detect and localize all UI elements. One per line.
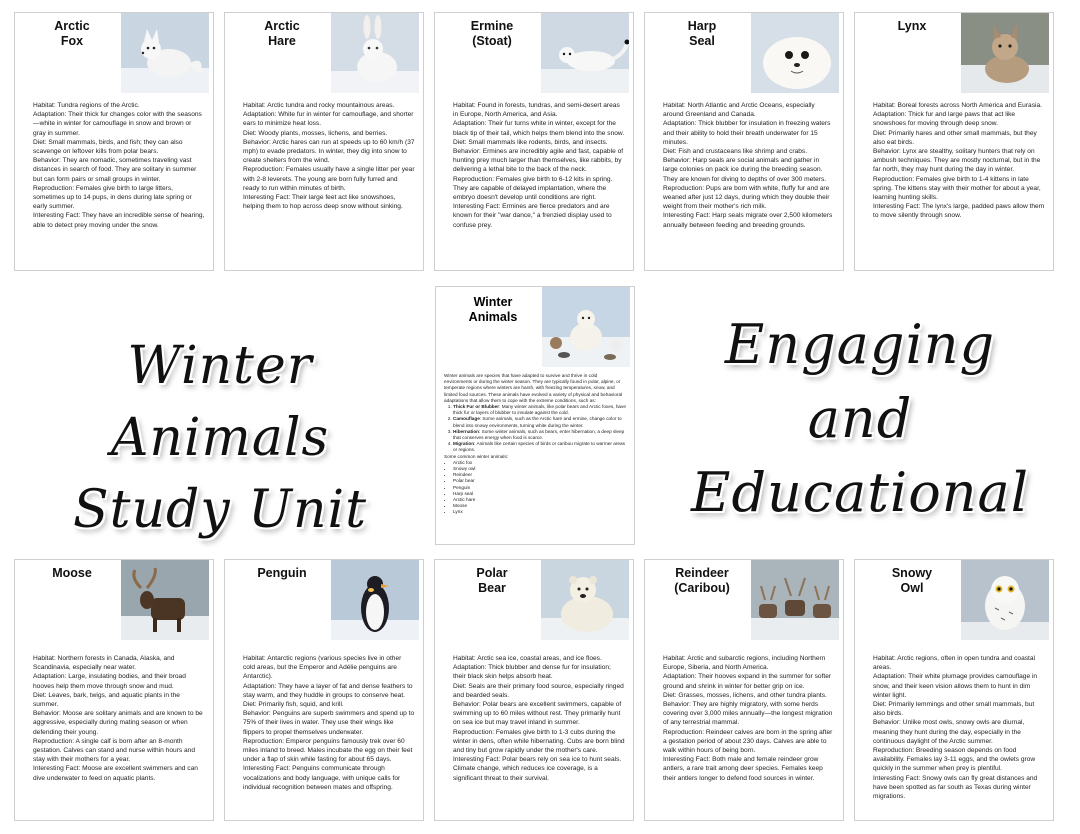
snowy-owl-photo xyxy=(961,560,1049,640)
card-facts: Habitat: Arctic tundra and rocky mountainous areas. Adaptation: White fur in winter for camouflage, and shorter ears to minimize heat loss. Diet: Woody plants, mosses, lichens, and berries. Behavior: Arctic hares can run at speeds up to 60 km/h (37 mph) to evade predators. In winter, they dig into snow to create shelters from the wind. Reproduction: Females usually have a single litter per year with 2-8 leverets. The young are born fully furred and ready to run within minutes of birth. Interesting Fact: Their large feet act like snowshoes, helping them to hop across deep snow without sinking. xyxy=(243,102,415,211)
card-harp-seal xyxy=(644,12,844,271)
common-animals-list xyxy=(444,460,626,516)
card-facts: Habitat: Boreal forests across North America and Eurasia. Adaptation: Thick fur and large paws that act like snowshoes for moving through deep snow. Diet: Primarily hares and other small mammals, but they also eat birds. Behavior: Lynx are stealthy, solitary hunters that rely on ambush techniques. They are mostly nocturnal, but in the far north, they may hunt during the day in winter. Reproduction: Females give birth to 1-4 kittens in late spring. The kittens stay with their mother for about a year, learning hunting skills. Interesting Fact: The lynx's large, padded paws allow them to move silently through snow. xyxy=(873,102,1045,220)
list-item: • Reindeer xyxy=(453,472,626,478)
list-item: • Penguin xyxy=(453,485,626,491)
penguin-photo xyxy=(331,560,419,640)
list-item: • Harp seal xyxy=(453,491,626,497)
list-item: • Lynx xyxy=(453,509,626,515)
card-facts: Habitat: Found in forests, tundras, and semi-desert areas in Europe, North America, and Asia. Adaptation: Their fur turns white in winter, except for the black tip of their tail, which helps them blend into the snow. Diet: Small mammals like rodents, birds, and insects. Behavior: Ermines are incredibly agile and fast, capable of hunting prey much larger than themselves, like rabbits, by delivering a lethal bite to the back of the neck. Reproduction: Females give birth to 6-12 kits in spring. They are capable of delayed implantation, where the embryo doesn't develop until conditions are right. Interesting Fact: Ermines are fierce predators and are known for their "war dance," a frenzied display used to confuse prey. xyxy=(453,102,625,229)
overview-text: Winter animals are species that have adapted to survive and thrive in cold environments or during the winter season. They are typically found in polar, alpine, or temperate regions where winters are harsh, with freezing temperatures, snow, and limited food sources. These animals have evolved a variety of physical and behavioral adaptations that allow them to cope with the extreme conditions, such as: 1. Thick Fur or Blubber: Many winter animals, like polar bears and Arctic foxes, have thick fur or layers of blubber to insulate against the cold. 2. Camouflage: Some animals, such as the Arctic hare and ermine, change color to blend into snowy environments, turning white during the winter. 3. Hibernation: Some winter animals, such as bears, enter hibernation, a deep sleep that conserves energy when food is scarce. 4. Migration: Animals like certain species of birds or caribou migrate to warmer areas or regions. Some common winter animals: • Arctic fox • Snowy owl • Reindeer • Polar bear • Penguin • Harp seal • Arctic hare • Moose • Lynx xyxy=(444,373,626,516)
polar-bear-photo xyxy=(541,560,629,640)
card-title: Arctic Hare xyxy=(264,19,300,48)
reindeer-photo xyxy=(751,560,839,640)
card-lynx xyxy=(854,12,1054,271)
arctic-hare-photo xyxy=(331,13,419,93)
list-item: 1. Thick Fur or Blubber: Many winter animals, like polar bears and Arctic foxes, have thick fur or layers of blubber to insulate against the cold. xyxy=(453,404,626,416)
card-reindeer xyxy=(644,559,844,821)
card-title: Winter Animals xyxy=(468,295,518,324)
card-facts: Habitat: Tundra regions of the Arctic. Adaptation: Their thick fur changes color with the seasons—white in winter for camouflage in snow and brown or gray in summer. Diet: Small mammals, birds, and fish; they can also scavenge on leftover kills from polar bears. Behavior: They are nomadic, sometimes traveling vast distances in search of food. They are solitary in summer but can form pairs or small groups in winter. Reproduction: Females give birth to large litters, sometimes up to 14 pups, in dens during late spring or early summer. Interesting Fact: They have an incredible sense of hearing, able to detect prey moving under the snow. xyxy=(33,102,205,229)
list-item: • Snowy owl xyxy=(453,466,626,472)
card-title: Arctic Fox xyxy=(54,19,90,48)
card-snowy-owl xyxy=(854,559,1054,821)
card-ermine xyxy=(434,12,634,271)
list-item: 4. Migration: Animals like certain species of birds or caribou migrate to warmer areas or regions. xyxy=(453,441,626,453)
card-title: Harp Seal xyxy=(687,19,717,48)
card-title: Ermine (Stoat) xyxy=(470,19,514,48)
card-penguin xyxy=(224,559,424,821)
card-title: Polar Bear xyxy=(476,566,508,595)
list-item: • Arctic hare xyxy=(453,497,626,503)
card-polar-bear xyxy=(434,559,634,821)
lynx-photo xyxy=(961,13,1049,93)
list-item: 3. Hibernation: Some winter animals, such as bears, enter hibernation, a deep sleep that conserves energy when food is scarce. xyxy=(453,429,626,441)
harp-seal-photo xyxy=(751,13,839,93)
card-title: Lynx xyxy=(897,19,927,33)
list-item: • Polar bear xyxy=(453,478,626,484)
unit-title: Winter Animals Study Unit xyxy=(72,336,368,540)
card-facts: Habitat: North Atlantic and Arctic Oceans, especially around Greenland and Canada. Adaptation: Thick blubber for insulation in freezing waters and their ability to hold their breath underwater for 15 minutes. Diet: Fish and crustaceans like shrimp and crabs. Behavior: Harp seals are social animals and gather in large colonies on pack ice during the breeding season. They are known for diving to depths of over 300 meters. Reproduction: Pups are born with white, fluffy fur and are weaned after just 12 days, during which they double their weight from their mother's rich milk. Interesting Fact: Harp seals migrate over 2,500 kilometers annually between feeding and breeding grounds. xyxy=(663,102,833,229)
list-item: • Arctic fox xyxy=(453,460,626,466)
card-facts: Habitat: Antarctic regions (various species live in other cold areas, but the Emperor and Adélie penguins are Antarctic). Adaptation: They have a layer of fat and dense feathers to stay warm, and they huddle in groups to conserve heat. Diet: Primarily fish, squid, and krill. Behavior: Penguins are superb swimmers and spend up to 75% of their lives in water. They use their wings like flippers to propel themselves underwater. Reproduction: Emperor penguins famously trek over 60 miles inland to breed. Males incubate the egg on their feet under a flap of skin while fasting for about 65 days. Interesting Fact: Penguins communicate through vocalizations and body language, with unique calls for individual recognition between mates and offspring. xyxy=(243,655,415,791)
tagline: Engaging and Educational xyxy=(691,313,1029,524)
card-arctic-fox xyxy=(14,12,214,271)
card-facts: Habitat: Arctic sea ice, coastal areas, and ice floes. Adaptation: Thick blubber and dense fur for insulation; their black skin helps absorb heat. Diet: Seals are their primary food source, especially ringed and bearded seals. Behavior: Polar bears are excellent swimmers, capable of swimming up to 60 miles without rest. They primarily hunt on sea ice but may travel inland in summer. Reproduction: Females give birth to 1-3 cubs during the winter in dens, often while hibernating. Cubs are born blind and tiny but grow rapidly under the mother's care. Interesting Fact: Polar bears rely on sea ice to hunt seals. Climate change, which reduces ice coverage, is a significant threat to their survival. xyxy=(453,655,625,782)
moose-photo xyxy=(121,560,209,640)
list-item: • Moose xyxy=(453,503,626,509)
card-arctic-hare xyxy=(224,12,424,271)
winter-animals-photo xyxy=(542,287,630,367)
card-title: Reindeer (Caribou) xyxy=(674,566,730,595)
card-winter-animals-overview xyxy=(435,286,635,545)
card-facts: Habitat: Arctic and subarctic regions, including Northern Europe, Siberia, and North America. Adaptation: Their hooves expand in the summer for softer ground and shrink in winter for better grip on ice. Diet: Grasses, mosses, lichens, and other tundra plants. Behavior: They are highly migratory, with some herds covering over 3,000 miles annually—the longest migration of any terrestrial mammal. Reproduction: Reindeer calves are born in the spring after a gestation period of about 230 days. Calves are able to walk within hours of being born. Interesting Fact: Both male and female reindeer grow antlers, a rare trait among deer species. Females keep their antlers longer to defend food sources in winter. xyxy=(663,655,833,782)
ermine-photo xyxy=(541,13,629,93)
card-facts: Habitat: Arctic regions, often in open tundra and coastal areas. Adaptation: Their white plumage provides camouflage in snow, and their keen vision allows them to hunt in dim winter light. Diet: Primarily lemmings and other small mammals, but also birds. Behavior: Unlike most owls, snowy owls are diurnal, meaning they hunt during the day, especially in the continuous daylight of the Arctic summer. Reproduction: Breeding season depends on food availability. Females lay 3-11 eggs, and the owlets grow quickly in the summer when prey is plentiful. Interesting Fact: Snowy owls can fly great distances and have been spotted as far south as Texas during winter migrations. xyxy=(873,655,1038,801)
card-moose xyxy=(14,559,214,821)
arctic-fox-photo xyxy=(121,13,209,93)
list-item: 2. Camouflage: Some animals, such as the Arctic hare and ermine, change color to blend into snowy environments, turning white during the winter. xyxy=(453,416,626,428)
card-title: Snowy Owl xyxy=(891,566,933,595)
adaptations-list xyxy=(444,404,626,454)
card-title: Penguin xyxy=(257,566,307,580)
card-facts: Habitat: Northern forests in Canada, Alaska, and Scandinavia, especially near water. Adaptation: Large, insulating bodies, and their broad hooves help them move through snow and mud. Diet: Leaves, bark, twigs, and aquatic plants in the summer. Behavior: Moose are solitary animals and are known to be aggressive, especially during mating season or when defending their young. Reproduction: A single calf is born after an 8-month gestation. Calves can stand and nurse within hours and stay with their mothers for a year. Interesting Fact: Moose are excellent swimmers and can dive underwater to feed on aquatic plants. xyxy=(33,655,203,782)
card-title: Moose xyxy=(52,566,92,580)
